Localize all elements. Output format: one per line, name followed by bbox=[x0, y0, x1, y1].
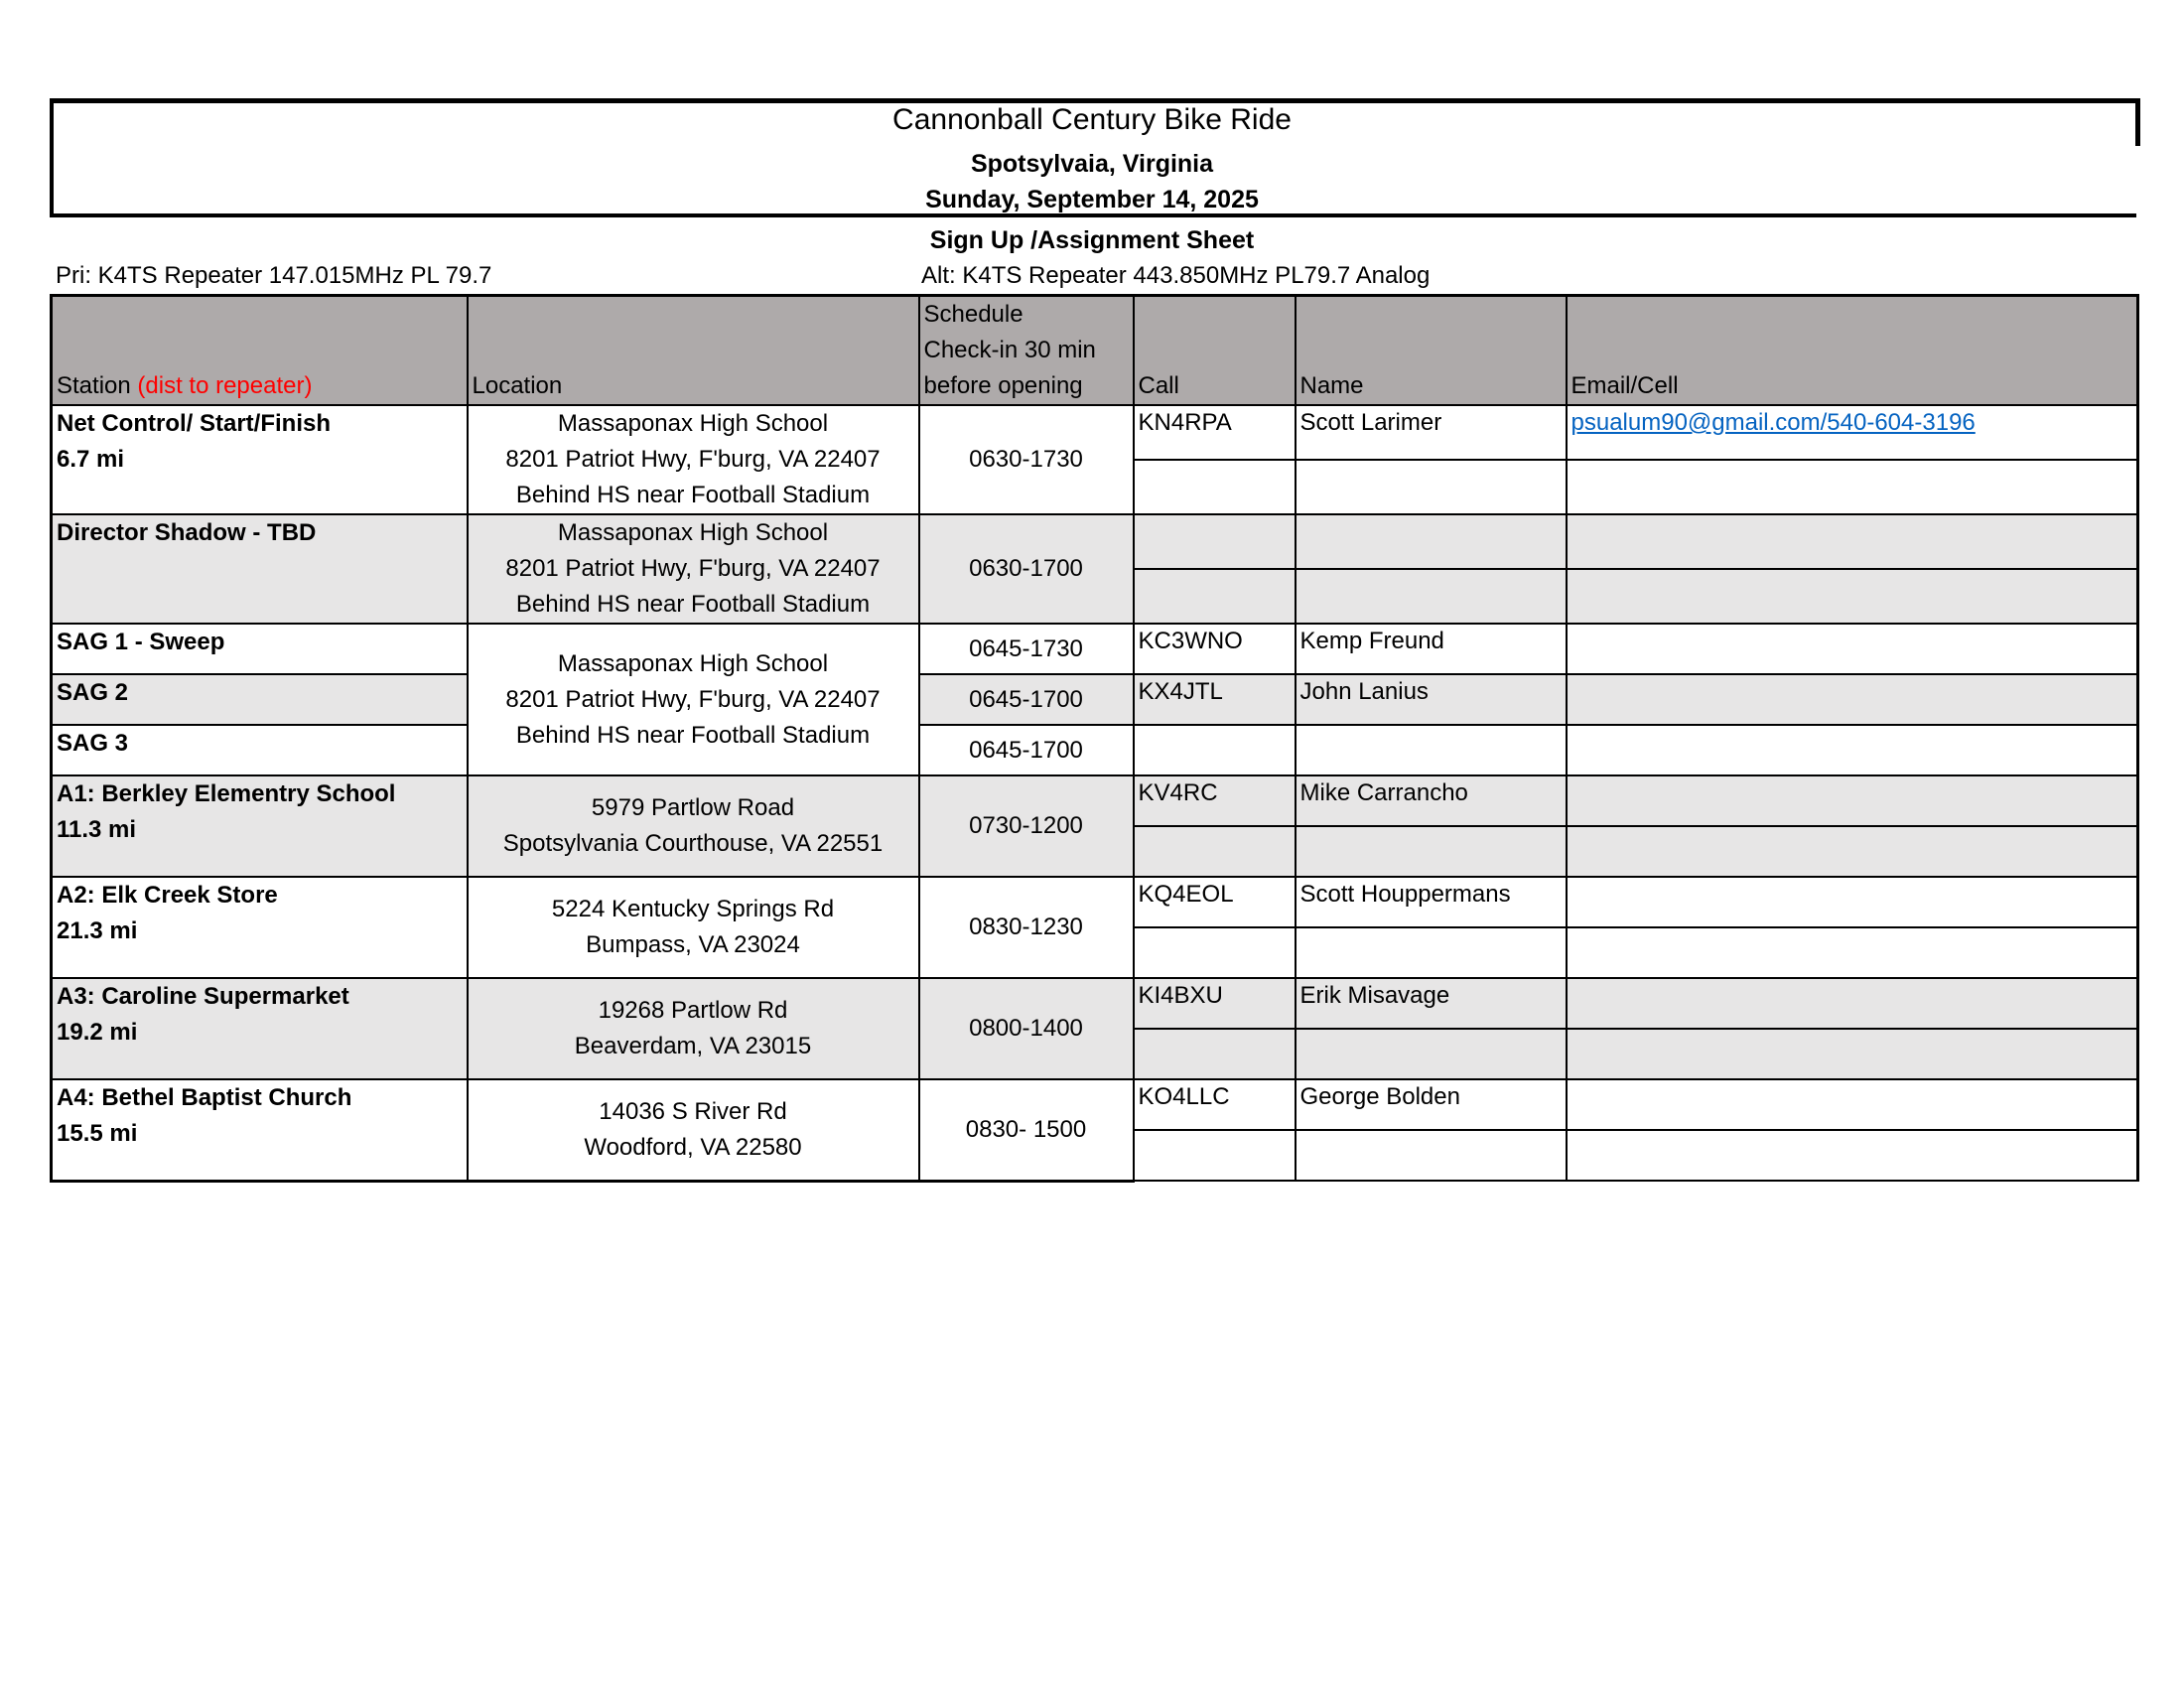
call-cell[interactable] bbox=[1134, 927, 1296, 978]
station-cell: A1: Berkley Elementry School 11.3 mi bbox=[52, 775, 468, 877]
call-cell[interactable]: KN4RPA bbox=[1134, 405, 1296, 460]
table-row bbox=[52, 1079, 2138, 1130]
email-cell[interactable] bbox=[1567, 405, 2138, 460]
email-cell[interactable] bbox=[1567, 674, 2138, 725]
schedule-cell: 0830-1230 bbox=[919, 877, 1134, 978]
email-cell[interactable] bbox=[1567, 877, 2138, 927]
call-cell[interactable] bbox=[1134, 569, 1296, 624]
location-cell: 19268 Partlow Rd Beaverdam, VA 23015 bbox=[468, 978, 919, 1079]
email-cell[interactable] bbox=[1567, 978, 2138, 1029]
table-row bbox=[52, 405, 2138, 460]
call-cell[interactable] bbox=[1134, 1029, 1296, 1079]
header-schedule: Schedule Check-in 30 min before opening bbox=[919, 296, 1134, 406]
station-cell: SAG 2 bbox=[52, 674, 468, 725]
location-cell: Massaponax High School 8201 Patriot Hwy, F'burg, VA 22407 Behind HS near Football Stadium bbox=[468, 514, 919, 624]
call-cell[interactable] bbox=[1134, 460, 1296, 514]
header-station: Station (dist to repeater) bbox=[52, 296, 468, 406]
name-cell[interactable]: Scott Houppermans bbox=[1296, 877, 1567, 927]
header-call: Call bbox=[1134, 296, 1296, 406]
table-row bbox=[52, 725, 2138, 775]
name-cell[interactable] bbox=[1296, 460, 1567, 514]
schedule-cell: 0645-1730 bbox=[919, 624, 1134, 674]
call-cell[interactable]: KV4RC bbox=[1134, 775, 1296, 826]
name-cell[interactable] bbox=[1296, 826, 1567, 877]
station-cell: A2: Elk Creek Store 21.3 mi bbox=[52, 877, 468, 978]
name-cell[interactable] bbox=[1296, 1029, 1567, 1079]
schedule-cell: 0630-1700 bbox=[919, 514, 1134, 624]
name-cell[interactable]: Erik Misavage bbox=[1296, 978, 1567, 1029]
table-row bbox=[52, 514, 2138, 569]
call-cell[interactable]: KC3WNO bbox=[1134, 624, 1296, 674]
call-cell[interactable]: KQ4EOL bbox=[1134, 877, 1296, 927]
name-cell[interactable] bbox=[1296, 927, 1567, 978]
email-cell[interactable] bbox=[1567, 725, 2138, 775]
email-cell[interactable] bbox=[1567, 1079, 2138, 1130]
call-cell[interactable]: KX4JTL bbox=[1134, 674, 1296, 725]
header-location: Location bbox=[468, 296, 919, 406]
location-cell: 5224 Kentucky Springs Rd Bumpass, VA 23024 bbox=[468, 877, 919, 978]
email-cell[interactable] bbox=[1567, 624, 2138, 674]
station-cell: A3: Caroline Supermarket 19.2 mi bbox=[52, 978, 468, 1079]
schedule-cell: 0630-1730 bbox=[919, 405, 1134, 514]
event-location: Spotsylvaia, Virginia bbox=[970, 150, 1214, 178]
call-cell[interactable] bbox=[1134, 826, 1296, 877]
location-cell: 14036 S River Rd Woodford, VA 22580 bbox=[468, 1079, 919, 1181]
table-row bbox=[52, 624, 2138, 674]
header-station-note: (dist to repeater) bbox=[137, 372, 313, 399]
call-cell[interactable] bbox=[1134, 1130, 1296, 1181]
call-cell[interactable]: KO4LLC bbox=[1134, 1079, 1296, 1130]
email-cell[interactable] bbox=[1567, 460, 2138, 514]
call-cell[interactable]: KI4BXU bbox=[1134, 978, 1296, 1029]
name-cell[interactable] bbox=[1296, 1130, 1567, 1181]
schedule-cell: 0800-1400 bbox=[919, 978, 1134, 1079]
call-cell[interactable] bbox=[1134, 514, 1296, 569]
location-cell: Massaponax High School 8201 Patriot Hwy, F'burg, VA 22407 Behind HS near Football Stadium bbox=[468, 405, 919, 514]
location-cell: 5979 Partlow Road Spotsylvania Courthouse, VA 22551 bbox=[468, 775, 919, 877]
email-cell[interactable] bbox=[1567, 1130, 2138, 1181]
call-cell[interactable] bbox=[1134, 725, 1296, 775]
schedule-cell: 0645-1700 bbox=[919, 674, 1134, 725]
name-cell[interactable]: John Lanius bbox=[1296, 674, 1567, 725]
header-email: Email/Cell bbox=[1567, 296, 2138, 406]
schedule-cell: 0730-1200 bbox=[919, 775, 1134, 877]
assignment-table bbox=[50, 294, 2139, 1183]
email-cell[interactable] bbox=[1567, 514, 2138, 569]
station-cell: A4: Bethel Baptist Church 15.5 mi bbox=[52, 1079, 468, 1181]
name-cell[interactable] bbox=[1296, 725, 1567, 775]
name-cell[interactable]: George Bolden bbox=[1296, 1079, 1567, 1130]
table-row bbox=[52, 775, 2138, 826]
email-cell[interactable] bbox=[1567, 927, 2138, 978]
station-cell: SAG 3 bbox=[52, 725, 468, 775]
name-cell[interactable] bbox=[1296, 514, 1567, 569]
event-date: Sunday, September 14, 2025 bbox=[925, 186, 1259, 213]
location-cell: Massaponax High School 8201 Patriot Hwy, F'burg, VA 22407 Behind HS near Football Stadium bbox=[468, 624, 919, 775]
station-cell: Director Shadow - TBD bbox=[52, 514, 468, 624]
email-link[interactable]: psualum90@gmail.com/540-604-3196 bbox=[1570, 409, 1976, 436]
table-row bbox=[52, 674, 2138, 725]
table-header-row bbox=[52, 296, 2138, 406]
name-cell[interactable]: Kemp Freund bbox=[1296, 624, 1567, 674]
name-cell[interactable]: Mike Carrancho bbox=[1296, 775, 1567, 826]
event-title: Cannonball Century Bike Ride bbox=[892, 103, 1292, 136]
email-cell[interactable] bbox=[1567, 1029, 2138, 1079]
schedule-cell: 0645-1700 bbox=[919, 725, 1134, 775]
email-cell[interactable] bbox=[1567, 775, 2138, 826]
table-row bbox=[52, 978, 2138, 1029]
primary-frequency: Pri: K4TS Repeater 147.015MHz PL 79.7 bbox=[56, 262, 492, 289]
schedule-cell: 0830- 1500 bbox=[919, 1079, 1134, 1181]
name-cell[interactable]: Scott Larimer bbox=[1296, 405, 1567, 460]
email-cell[interactable] bbox=[1567, 826, 2138, 877]
station-cell: Net Control/ Start/Finish 6.7 mi bbox=[52, 405, 468, 514]
sheet-title: Sign Up /Assignment Sheet bbox=[929, 226, 1255, 254]
name-cell[interactable] bbox=[1296, 569, 1567, 624]
email-cell[interactable] bbox=[1567, 569, 2138, 624]
station-cell: SAG 1 - Sweep bbox=[52, 624, 468, 674]
alternate-frequency: Alt: K4TS Repeater 443.850MHz PL79.7 Analog bbox=[921, 262, 1431, 289]
table-row bbox=[52, 877, 2138, 927]
header-name: Name bbox=[1296, 296, 1567, 406]
